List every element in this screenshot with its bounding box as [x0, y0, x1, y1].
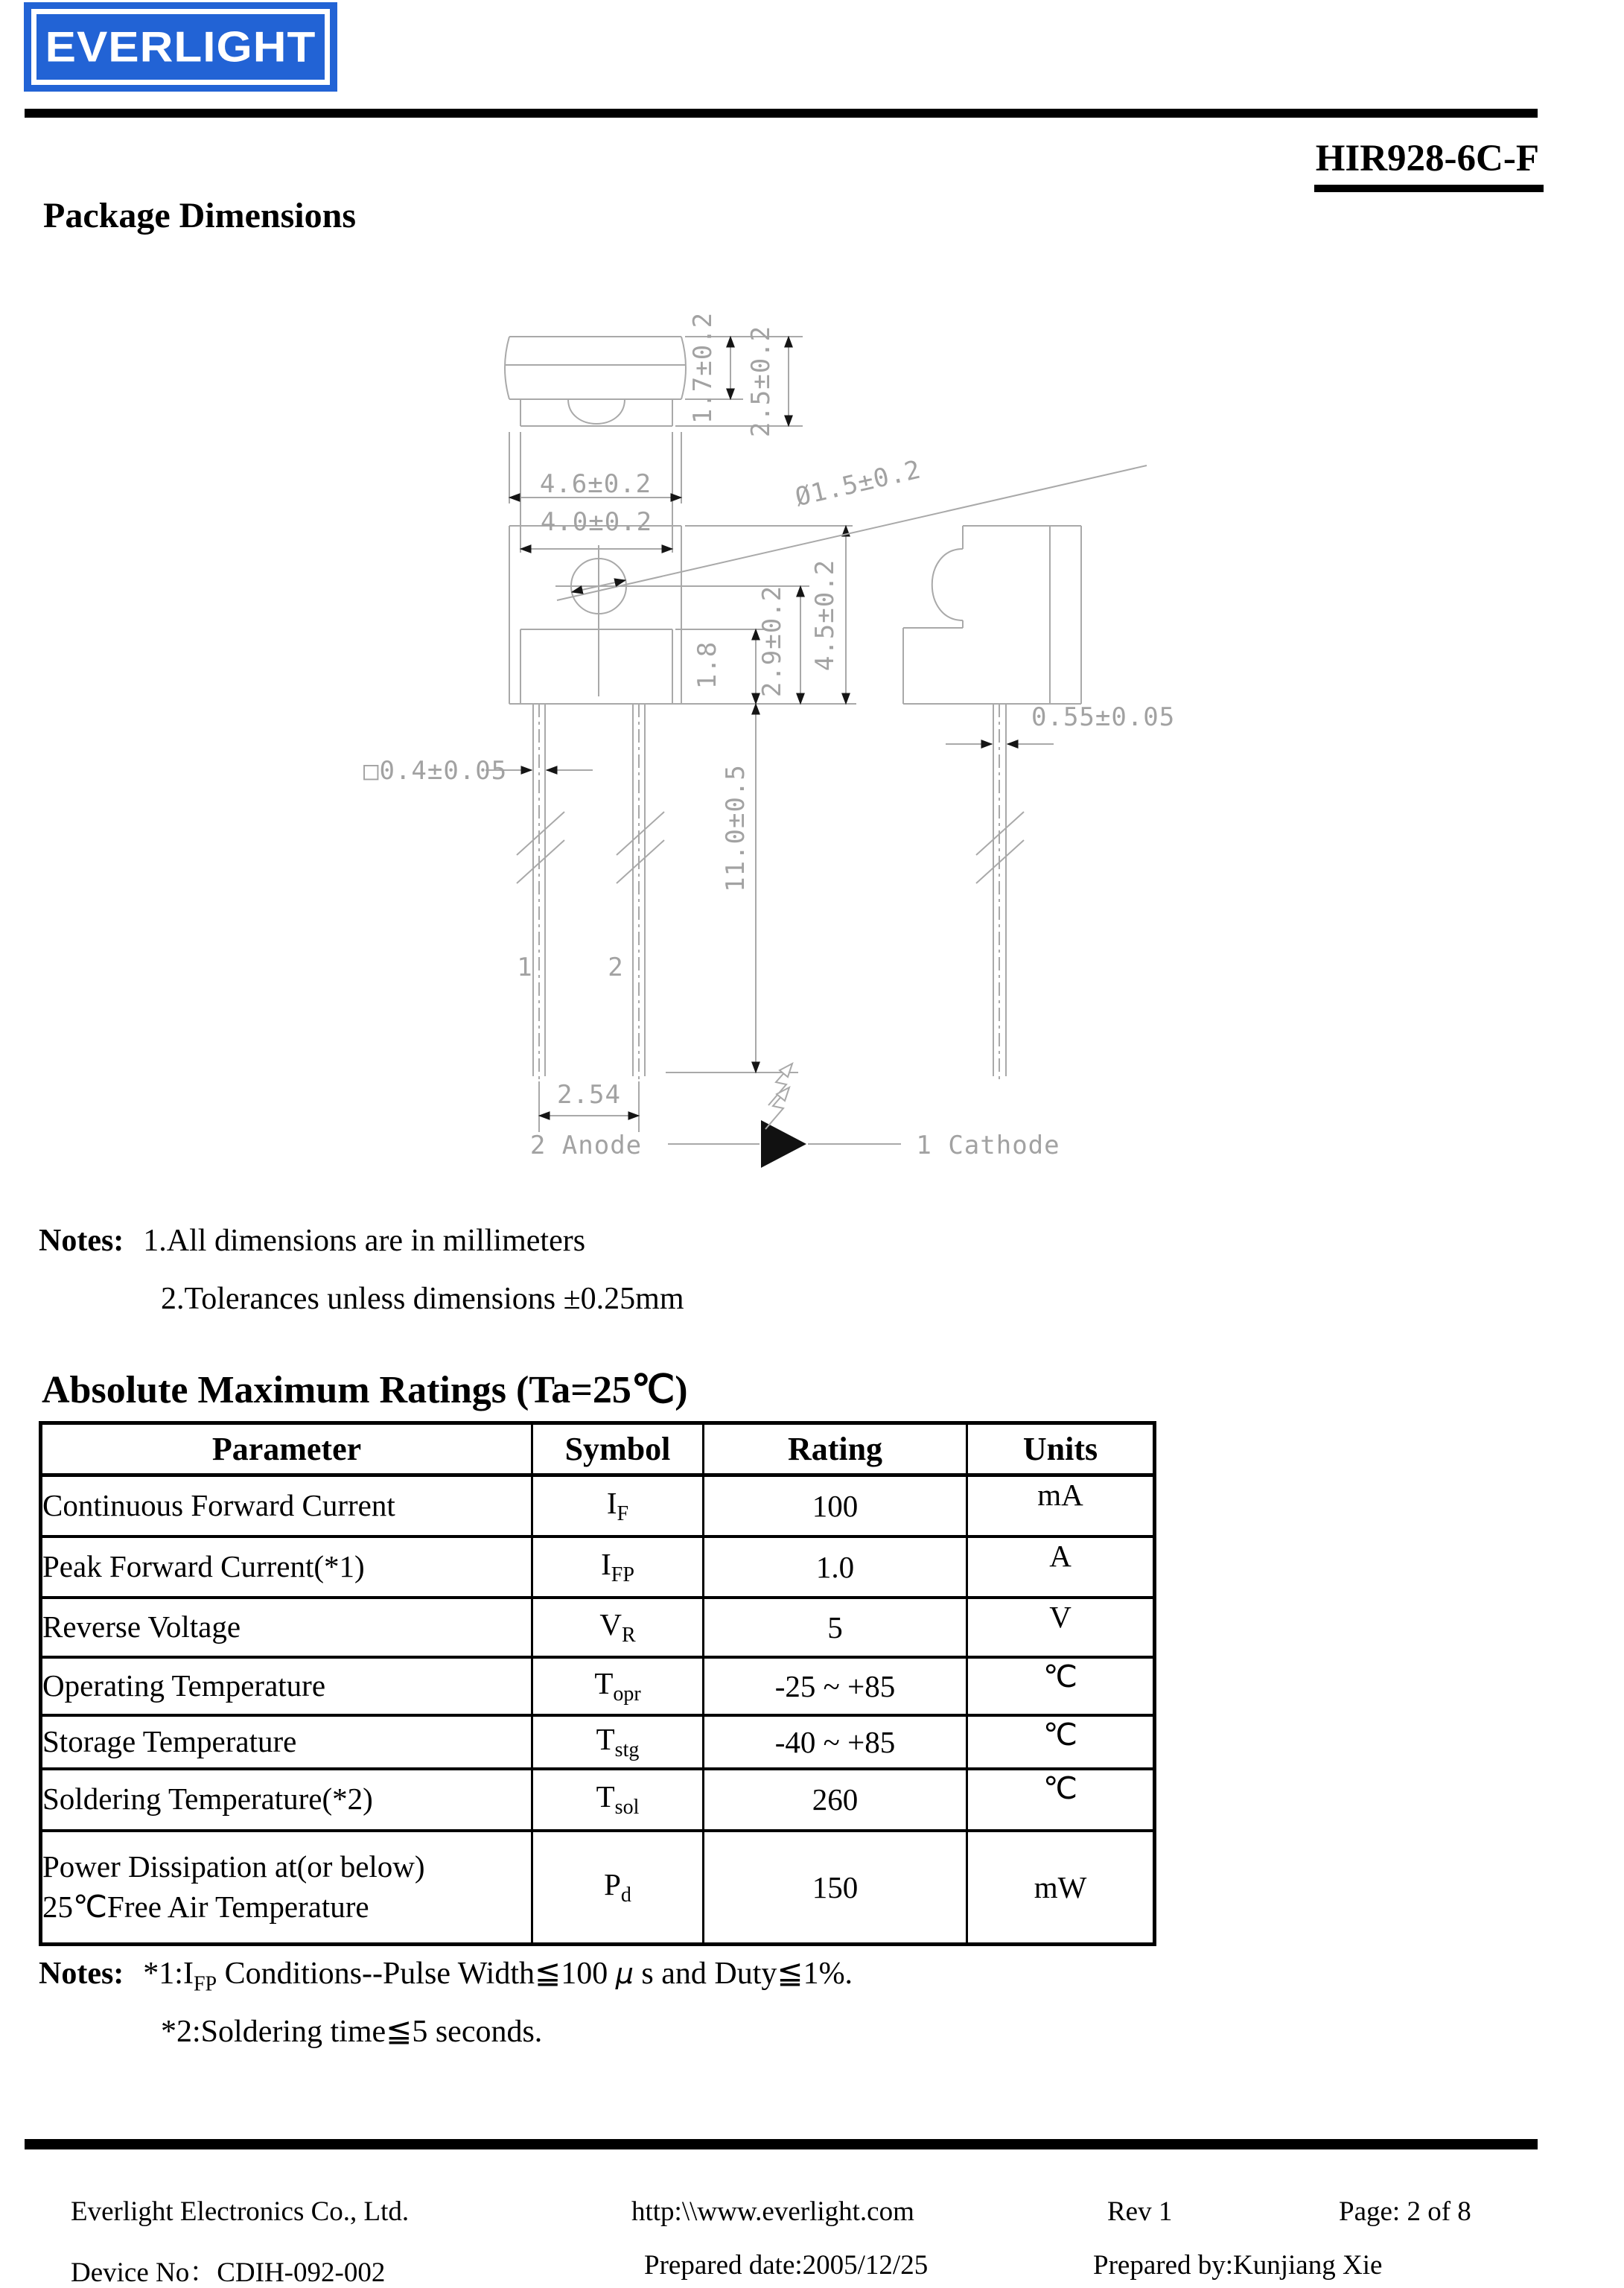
- dim-base-height: 1.8: [692, 641, 722, 690]
- units-cell: A: [967, 1537, 1155, 1598]
- side-view-outline: [903, 526, 1081, 1076]
- param-cell: Operating Temperature: [41, 1657, 532, 1715]
- units-cell: mW: [967, 1831, 1155, 1945]
- dimension-note-2: 2.Tolerances unless dimensions ±0.25mm: [161, 1282, 684, 1316]
- param-cell: Storage Temperature: [41, 1715, 532, 1769]
- dim-top-width-outer: 4.6±0.2: [539, 469, 652, 499]
- ratings-note-1-end: s and Duty≦1%.: [633, 1957, 853, 1991]
- symbol-base: I: [601, 1546, 611, 1581]
- ratings-note-1-sub: FP: [193, 1972, 217, 1996]
- symbol-sub: d: [620, 1884, 631, 1907]
- symbol-base: P: [604, 1867, 621, 1902]
- table-row: [41, 1598, 1155, 1657]
- ratings-note-1-pre: *1:I: [143, 1957, 194, 1991]
- dimension-note-1: 1.All dimensions are in millimeters: [143, 1224, 586, 1258]
- footer-device-no: Device No：CDIH-092-002: [71, 2257, 386, 2288]
- light-emission-icon: [765, 1064, 792, 1129]
- symbol-cell: [532, 1537, 704, 1598]
- table-row: [41, 1537, 1155, 1598]
- symbol-base: T: [596, 1779, 615, 1814]
- footer-company: Everlight Electronics Co., Ltd.: [71, 2196, 410, 2227]
- footer-prepared-date: Prepared date:2005/12/25: [644, 2250, 929, 2281]
- notes-label: Notes:: [39, 1224, 124, 1258]
- dim-lead-length: 11.0±0.5: [721, 764, 751, 892]
- extension-lines-front-view: [539, 526, 856, 1132]
- symbol-cell: [532, 1769, 704, 1831]
- dim-height-total: 2.5±0.2: [746, 325, 776, 438]
- ratings-note-1-post: Conditions--Pulse Width≦100: [217, 1957, 616, 1991]
- dimension-notes-line2: [161, 1281, 684, 1317]
- units-cell: mA: [967, 1475, 1155, 1537]
- table-row: [41, 1831, 1155, 1945]
- symbol-base: T: [596, 1721, 615, 1756]
- dim-lead-pitch: 2.54: [557, 1080, 621, 1110]
- symbol-sub: R: [621, 1624, 636, 1647]
- units-cell: V: [967, 1598, 1155, 1657]
- ratings-table: [39, 1421, 1156, 1946]
- col-header-symbol: Symbol: [532, 1423, 704, 1475]
- rating-cell: 1.0: [704, 1537, 967, 1598]
- everlight-logo-text: EVERLIGHT: [45, 23, 316, 71]
- rating-cell: 260: [704, 1769, 967, 1831]
- diode-symbol: [668, 1120, 901, 1168]
- rating-cell: -40 ~ +85: [704, 1715, 967, 1769]
- param-cell: Peak Forward Current(*1): [41, 1537, 532, 1598]
- symbol-sub: opr: [613, 1682, 641, 1706]
- package-dimensions-title: Package Dimensions: [43, 196, 356, 235]
- col-header-rating: Rating: [704, 1423, 967, 1475]
- mu-symbol: μ: [615, 1957, 634, 1990]
- units-cell: ℃: [967, 1715, 1155, 1769]
- table-row: [41, 1657, 1155, 1715]
- dimension-notes-line1: [39, 1223, 585, 1259]
- symbol-cell: [532, 1598, 704, 1657]
- footer-rev: Rev 1: [1107, 2196, 1173, 2227]
- rating-cell: -25 ~ +85: [704, 1657, 967, 1715]
- rating-cell: 150: [704, 1831, 967, 1945]
- symbol-base: I: [606, 1486, 617, 1521]
- units-cell: ℃: [967, 1769, 1155, 1831]
- lead-centerlines: [539, 704, 999, 1081]
- param-cell: Soldering Temperature(*2): [41, 1769, 532, 1831]
- param-line1: Power Dissipation at(or below): [42, 1849, 425, 1884]
- symbol-sub: stg: [614, 1738, 640, 1762]
- table-header-row: [41, 1423, 1155, 1475]
- everlight-logo-frame: [31, 9, 330, 85]
- symbol-sub: FP: [611, 1563, 634, 1587]
- top-view-outline: [505, 337, 686, 426]
- ratings-note-2: *2:Soldering time≦5 seconds.: [161, 2015, 543, 2049]
- param-line2: 25℃Free Air Temperature: [42, 1889, 369, 1924]
- ratings-notes-line1: [39, 1954, 853, 1996]
- dim-height-upper: 1.7±0.2: [688, 311, 718, 425]
- table-row: [41, 1475, 1155, 1537]
- footer-url: http:\\www.everlight.com: [631, 2196, 914, 2227]
- notes-label: Notes:: [39, 1957, 124, 1991]
- anode-label: 2 Anode: [529, 1131, 643, 1160]
- pin2-label: 2: [608, 953, 624, 982]
- ratings-notes-line2: [161, 2012, 542, 2050]
- rating-cell: 5: [704, 1598, 967, 1657]
- col-header-units: Units: [967, 1423, 1155, 1475]
- table-row: [41, 1769, 1155, 1831]
- dim-lens-diameter: Ø1.5±0.2: [792, 454, 924, 513]
- symbol-cell: [532, 1475, 704, 1537]
- dim-lead-section: □0.4±0.05: [363, 756, 508, 786]
- footer-prepared-by: Prepared by:Kunjiang Xie: [1093, 2250, 1383, 2281]
- symbol-base: V: [599, 1607, 622, 1642]
- table-row: [41, 1715, 1155, 1769]
- lead-break-marks: [517, 812, 1024, 883]
- rating-cell: 100: [704, 1475, 967, 1537]
- everlight-logo: [24, 2, 337, 92]
- header-rule: [25, 109, 1538, 118]
- dim-top-width-inner: 4.0±0.2: [540, 507, 653, 537]
- symbol-cell: [532, 1831, 704, 1945]
- pin1-label: 1: [517, 953, 533, 982]
- symbol-sub: F: [617, 1502, 629, 1526]
- symbol-sub: sol: [614, 1796, 640, 1820]
- cathode-label: 1 Cathode: [916, 1131, 1060, 1160]
- param-cell: Reverse Voltage: [41, 1598, 532, 1657]
- param-cell: Continuous Forward Current: [41, 1475, 532, 1537]
- package-drawing: [298, 283, 1299, 1244]
- symbol-cell: [532, 1657, 704, 1715]
- footer-rule: [25, 2139, 1538, 2149]
- dim-lead-thickness: 0.55±0.05: [1031, 702, 1176, 732]
- units-cell: ℃: [967, 1657, 1155, 1715]
- dim-body-height: 4.5±0.2: [810, 559, 840, 672]
- symbol-base: T: [594, 1665, 614, 1700]
- ratings-title: Absolute Maximum Ratings (Ta=25℃): [42, 1369, 688, 1411]
- col-header-parameter: Parameter: [41, 1423, 532, 1475]
- symbol-cell: [532, 1715, 704, 1769]
- dim-lens-center-height: 2.9±0.2: [757, 585, 787, 698]
- param-cell: [41, 1831, 532, 1945]
- part-number: HIR928-6C-F: [1314, 137, 1544, 192]
- footer-page: Page: 2 of 8: [1339, 2196, 1471, 2227]
